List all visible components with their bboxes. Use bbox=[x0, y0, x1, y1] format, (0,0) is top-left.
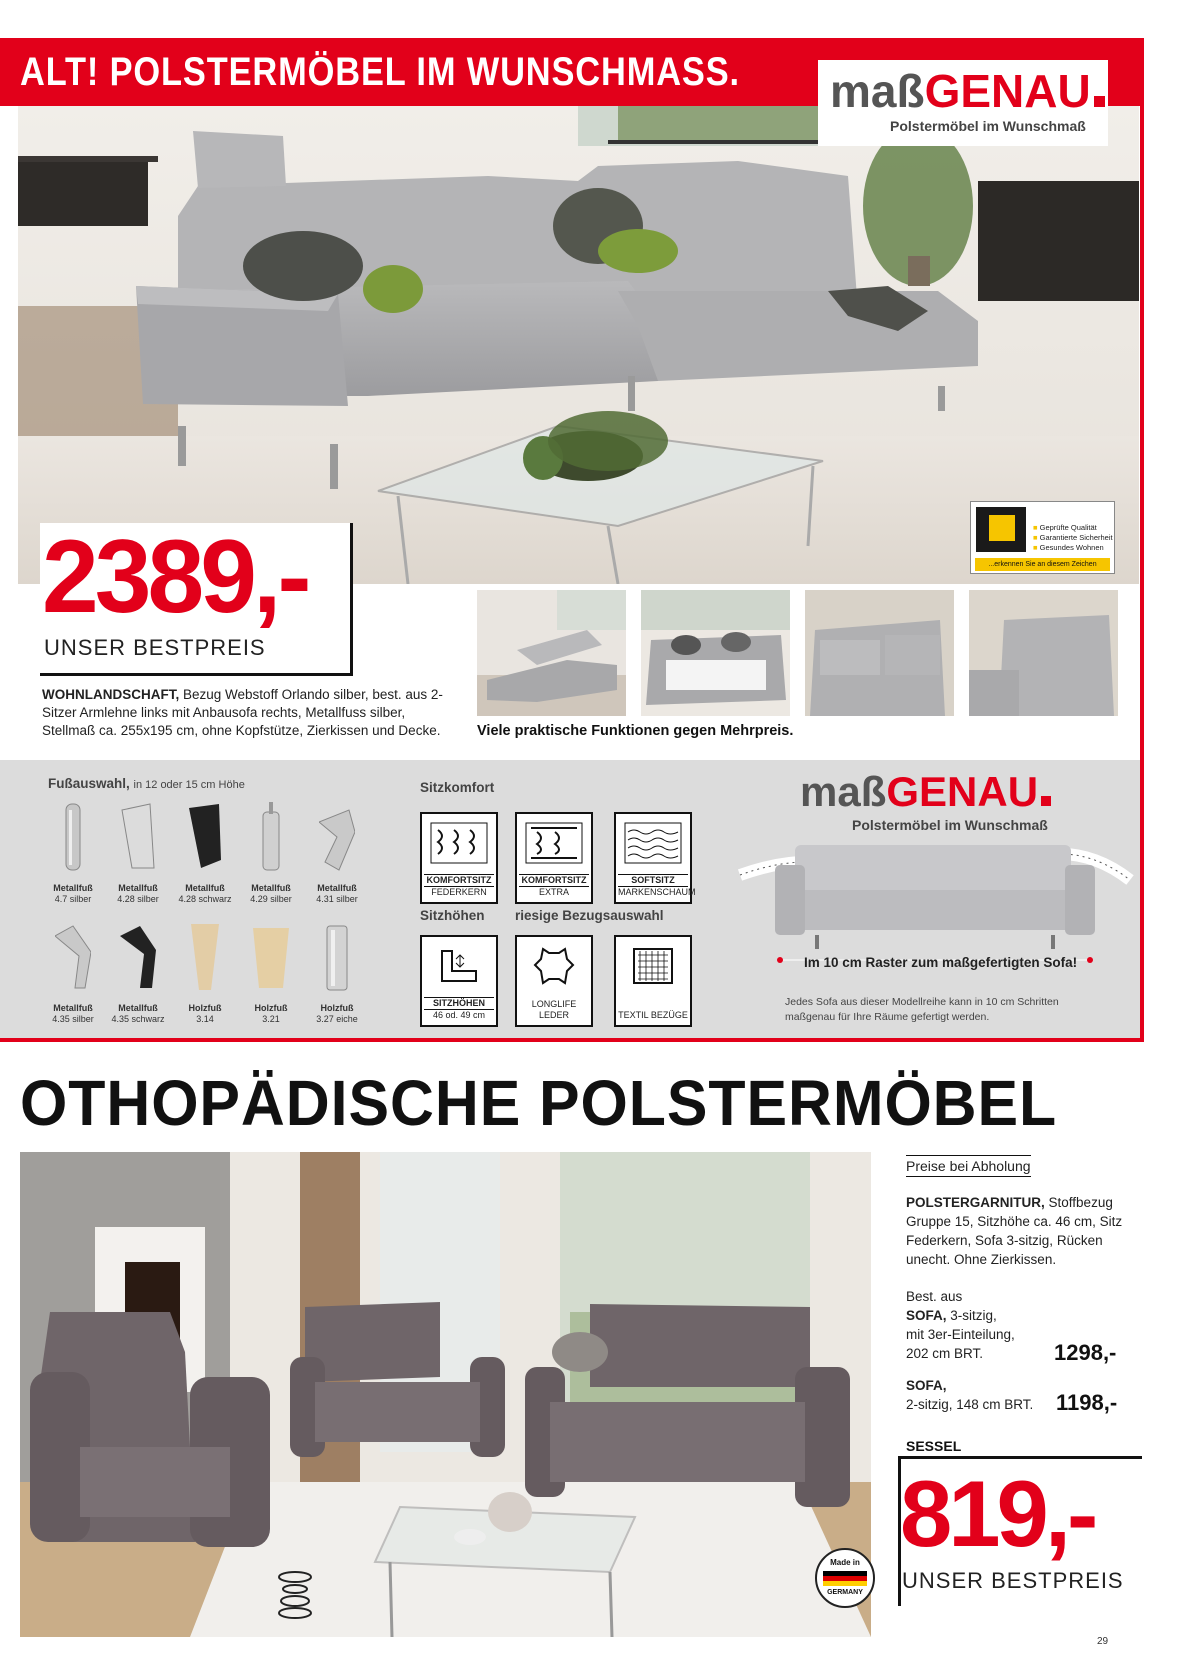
foot-option: Metallfuß 4.7 silber bbox=[38, 802, 108, 905]
seal-footer: ...erkennen Sie an diesem Zeichen bbox=[975, 558, 1110, 571]
seal-m-icon bbox=[976, 507, 1026, 552]
living-room-photo bbox=[20, 1152, 871, 1637]
product-description: WOHNLANDSCHAFT, Bezug Webstoff Orlando silber, best. aus 2-Sitzer Armlehne links mit Anbausofa rechts, Metallfuss silber, Stellmaß ca. 255x195 cm, ohne Kopfstütze, Zierkissen und Decke. bbox=[42, 687, 443, 738]
foot-option: Metallfuß 4.28 silber bbox=[103, 802, 173, 905]
logo-subtitle-2: Polstermöbel im Wunschmaß bbox=[852, 817, 1048, 833]
sofa2-description: SOFA, 2-sitzig, 148 cm BRT. bbox=[906, 1378, 1034, 1412]
sessel-price: 819,- bbox=[900, 1461, 1095, 1566]
black-foot-icon bbox=[187, 802, 223, 872]
metal-foot-icon bbox=[253, 802, 289, 872]
foot-option: Metallfuß 4.35 schwarz bbox=[103, 922, 173, 1025]
foot-option: Metallfuß 4.29 silber bbox=[236, 802, 306, 905]
metal-foot-icon bbox=[319, 922, 355, 992]
offer-price: 2389,- bbox=[42, 519, 308, 635]
metal-foot-icon bbox=[55, 802, 91, 872]
page-headline: ALT! POLSTERMÖBEL IM WUNSCHMASS. bbox=[20, 50, 740, 94]
german-flag-icon bbox=[823, 1571, 867, 1586]
sessel-label: SESSEL bbox=[906, 1438, 962, 1454]
best-aus: Best. aus bbox=[906, 1289, 963, 1304]
logo-subtitle: Polstermöbel im Wunschmaß bbox=[890, 118, 1086, 134]
function-thumb-bed bbox=[641, 590, 790, 716]
quality-seal bbox=[970, 501, 1115, 574]
textile-icon bbox=[624, 945, 682, 987]
wood-foot-icon bbox=[253, 922, 289, 992]
set-description: POLSTERGARNITUR, Stoffbezug Gruppe 15, Sitzhöhe ca. 46 cm, Sitz Federkern, Sofa 3-sitzig, Rücken unecht. Ohne Zierkissen. bbox=[906, 1195, 1123, 1267]
metal-foot-icon bbox=[120, 802, 156, 872]
feature-softsitz: SOFTSITZ MARKENSCHAUM bbox=[614, 812, 692, 904]
sofa3-description: SOFA, 3-sitzig, mit 3er-Einteilung, 202 cm BRT. bbox=[906, 1308, 1015, 1361]
brand-logo-2: maßGENAU bbox=[800, 768, 1051, 816]
raster-note: Jedes Sofa aus dieser Modellreihe kann in 10 cm Schritten maßgenau für Ihre Räume gefertigt werden. bbox=[785, 996, 1059, 1023]
foot-option: Holzfuß 3.27 eiche bbox=[302, 922, 372, 1025]
foot-option: Metallfuß 4.35 silber bbox=[38, 922, 108, 1025]
made-in-germany-badge: Made in GERMANY bbox=[815, 1548, 875, 1608]
spring-extra-icon bbox=[525, 822, 583, 864]
feature-sitzhoehen: SITZHÖHEN 46 od. 49 cm bbox=[420, 935, 498, 1027]
foot-option: Holzfuß 3.21 bbox=[236, 922, 306, 1025]
leather-icon bbox=[525, 945, 583, 987]
seal-list: ■ Geprüfte Qualität ■ Garantierte Sicherheit ■ Gesundes Wohnen bbox=[1033, 523, 1113, 553]
black-foot-icon bbox=[120, 922, 156, 992]
function-thumb-storage bbox=[477, 590, 626, 716]
raster-caption: Im 10 cm Raster zum maßgefertigten Sofa! bbox=[804, 955, 1078, 970]
pickup-note: Preise bei Abholung bbox=[906, 1155, 1031, 1177]
functions-caption: Viele praktische Funktionen gegen Mehrpreis. bbox=[477, 723, 794, 739]
foot-option: Holzfuß 3.14 bbox=[170, 922, 240, 1025]
sitzkomfort-title: Sitzkomfort bbox=[420, 780, 495, 795]
price-label: UNSER BESTPREIS bbox=[44, 635, 266, 660]
raster-sofa-illustration bbox=[735, 835, 1135, 975]
feature-textil: TEXTIL BEZÜGE bbox=[614, 935, 692, 1027]
sofa3-price: 1298,- bbox=[1054, 1340, 1117, 1365]
feature-federkern: KOMFORTSITZ FEDERKERN bbox=[420, 812, 498, 904]
seat-height-icon bbox=[430, 945, 488, 987]
foam-icon bbox=[624, 822, 682, 864]
brand-logo bbox=[818, 60, 1108, 146]
foot-option: Metallfuß 4.28 schwarz bbox=[170, 802, 240, 905]
sofa2-price: 1198,- bbox=[1056, 1390, 1118, 1415]
feature-extra: KOMFORTSITZ EXTRA bbox=[515, 812, 593, 904]
function-thumb-headrest bbox=[805, 590, 954, 716]
sitzhoehen-title: Sitzhöhen bbox=[420, 908, 485, 923]
price-label-2: UNSER BESTPREIS bbox=[902, 1568, 1124, 1593]
spring-core-icon bbox=[430, 822, 488, 864]
bezug-title: riesige Bezugsauswahl bbox=[515, 908, 664, 923]
page-number: 29 bbox=[1097, 1636, 1109, 1647]
metal-foot-icon bbox=[319, 802, 355, 872]
metal-foot-icon bbox=[55, 922, 91, 992]
feet-title: Fußauswahl, in 12 oder 15 cm Höhe bbox=[48, 776, 245, 791]
feature-leder: LONGLIFE LEDER bbox=[515, 935, 593, 1027]
section-title: OTHOPÄDISCHE POLSTERMÖBEL bbox=[20, 1067, 1058, 1139]
logo-wordmark: maßGENAU bbox=[830, 64, 1105, 118]
foot-option: Metallfuß 4.31 silber bbox=[302, 802, 372, 905]
wood-foot-icon bbox=[187, 922, 223, 992]
function-thumb-back bbox=[969, 590, 1118, 716]
